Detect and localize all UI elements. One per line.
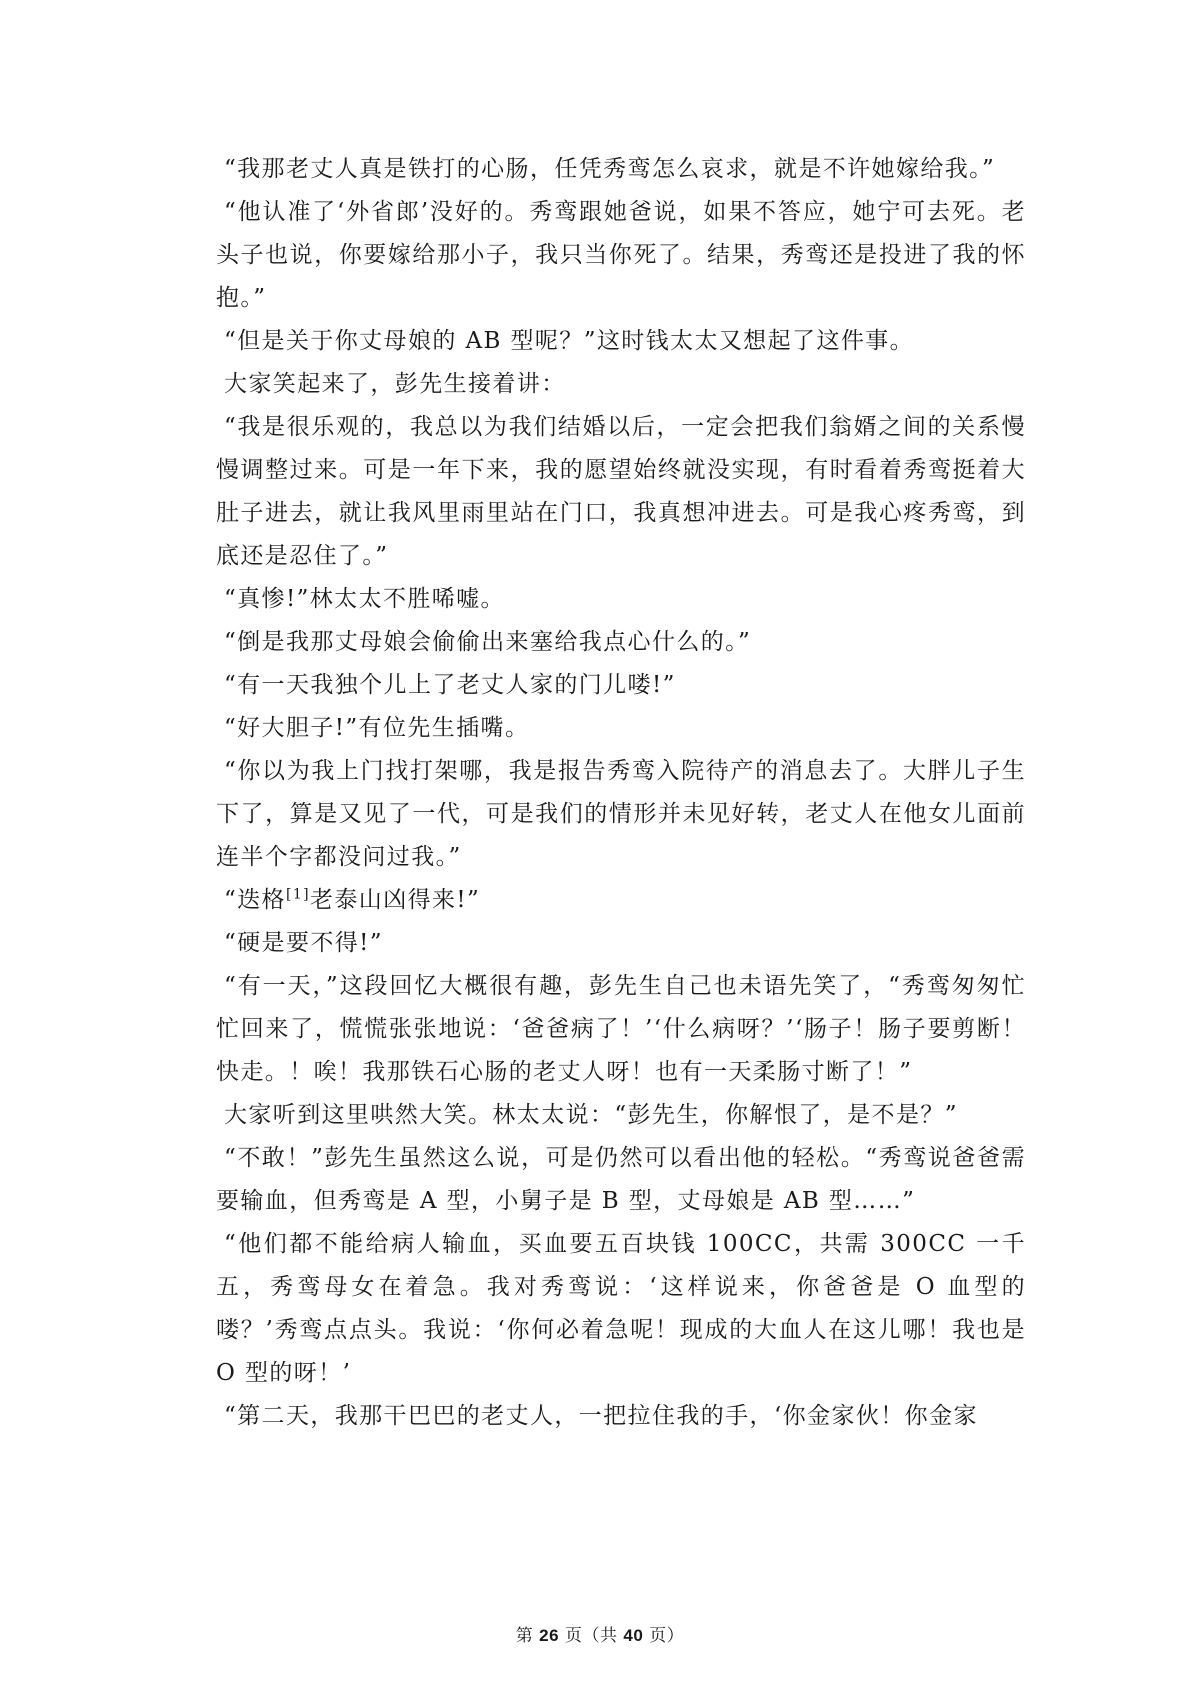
footnote-reference[interactable]: [1] (285, 886, 310, 903)
footer-middle: 页（共 (565, 1626, 618, 1646)
paragraph: “不敢！”彭先生虽然这么说，可是仍然可以看出他的轻松。“秀鸾说爸爸需要输血，但秀鸾是 A 型，小舅子是 B 型，丈母娘是 AB 型……” (216, 1145, 1026, 1214)
body-text (216, 148, 1026, 1438)
paragraph: “我那老丈人真是铁打的心肠，任凭秀鸾怎么哀求，就是不许她嫁给我。” (224, 156, 996, 182)
total-pages-number: 40 (623, 1626, 644, 1645)
paragraph: “有一天，”这段回忆大概很有趣，彭先生自己也未语先笑了，“秀鸾匆匆忙忙回来了，慌慌张张地说：‘爸爸病了！’‘什么病呀？’‘肠子！肠子要剪断！快走。！唉！我那铁石心肠的老丈人呀！也有一天柔肠寸断了！” (216, 973, 1026, 1085)
paragraph: “我是很乐观的，我总以为我们结婚以后，一定会把我们翁婿之间的关系慢慢调整过来。可是一年下来，我的愿望始终就没实现，有时看着秀鸾挺着大肚子进去，就让我风里雨里站在门口，我真想冲进去。可是我心疼秀鸾，到底还是忍住了。” (216, 414, 1026, 569)
paragraph-text: “迭格 (224, 887, 286, 913)
paragraph: 大家笑起来了，彭先生接着讲： (224, 371, 566, 397)
current-page-number: 26 (539, 1626, 560, 1645)
paragraph: “他们都不能给病人输血，买血要五百块钱 100CC，共需 300CC 一千五，秀鸾母女在着急。我对秀鸾说：‘这样说来，你爸爸是 O 血型的喽？’秀鸾点点头。我说：‘你何必着急呢！现成的大血人在这儿哪！我也是 O 型的呀！’ (216, 1231, 1026, 1386)
paragraph-with-footnote (216, 879, 1026, 922)
paragraph: “真惨!”林太太不胜唏嘘。 (224, 586, 505, 612)
paragraph: “第二天，我那干巴巴的老丈人，一把拉住我的手，‘你金家伙！你金家 (224, 1403, 978, 1429)
paragraph: 大家听到这里哄然大笑。林太太说：“彭先生，你解恨了，是不是？” (224, 1102, 958, 1128)
page-footer (0, 1621, 1200, 1646)
paragraph: “倒是我那丈母娘会偷偷出来塞给我点心什么的。” (224, 629, 752, 655)
paragraph-text-continued: 老泰山凶得来!” (310, 887, 481, 913)
paragraph: “他认准了‘外省郎’没好的。秀鸾跟她爸说，如果不答应，她宁可去死。老头子也说，你要嫁给那小子，我只当你死了。结果，秀鸾还是投进了我的怀抱。” (216, 199, 1026, 311)
paragraph: “你以为我上门找打架哪，我是报告秀鸾入院待产的消息去了。大胖儿子生下了，算是又见了一代，可是我们的情形并未见好转，老丈人在他女儿面前连半个字都没问过我。” (216, 758, 1026, 870)
paragraph: “有一天我独个儿上了老丈人家的门儿喽!” (224, 672, 676, 698)
footer-prefix: 第 (515, 1626, 534, 1646)
paragraph: “但是关于你丈母娘的 AB 型呢？”这时钱太太又想起了这件事。 (224, 328, 915, 354)
paragraph: “好大胆子!”有位先生插嘴。 (224, 715, 530, 741)
footer-suffix: 页） (649, 1626, 685, 1646)
paragraph: “硬是要不得!” (224, 930, 383, 956)
